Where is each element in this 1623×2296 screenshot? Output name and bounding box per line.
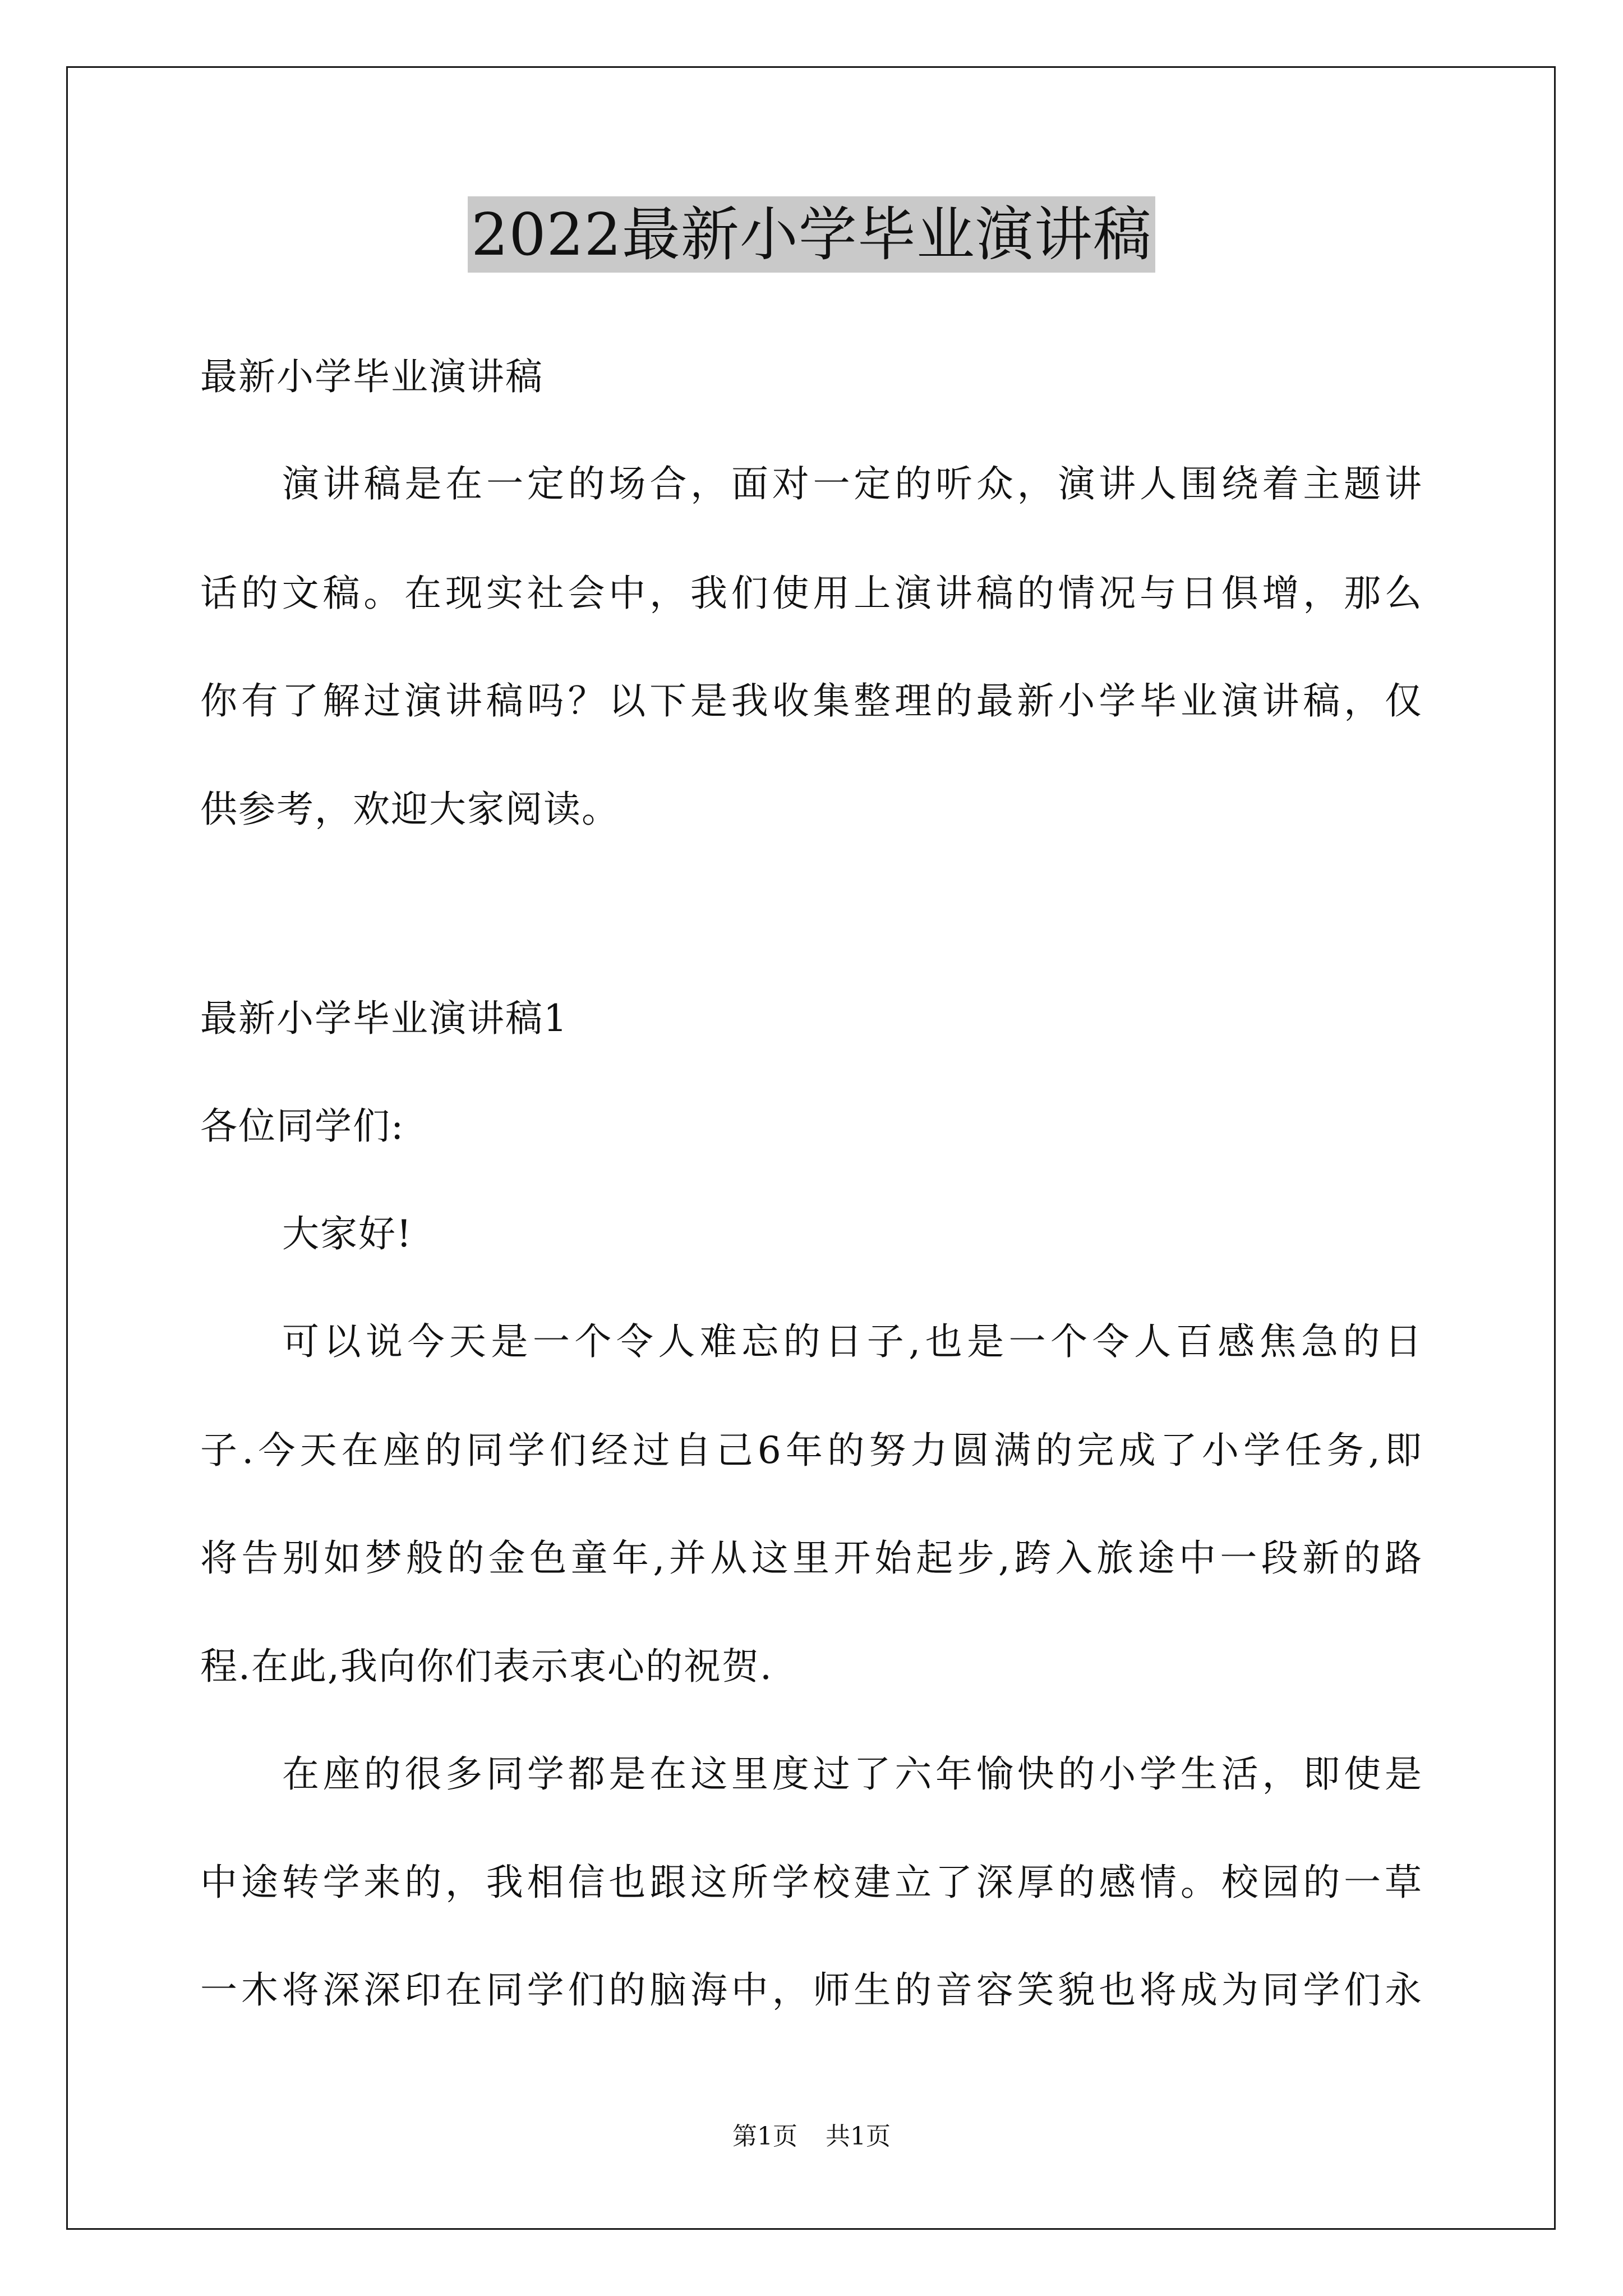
section-heading: 最新小学毕业演讲稿: [200, 355, 543, 398]
paragraph-line: 供参考，欢迎大家阅读。: [200, 788, 620, 831]
paragraph-line: 程.在此,我向你们表示衷心的祝贺.: [200, 1645, 773, 1688]
greeting: 大家好!: [282, 1212, 413, 1255]
page-footer: [0, 2122, 1623, 2152]
page-number: 第1页: [732, 2122, 797, 2151]
paragraph-line: 可以说今天是一个令人难忘的日子,也是一个令人百感焦急的日: [282, 1320, 1423, 1363]
section-heading: 最新小学毕业演讲稿1: [200, 997, 568, 1040]
paragraph-line: 在座的很多同学都是在这里度过了六年愉快的小学生活，即使是: [282, 1752, 1423, 1796]
salutation: 各位同学们:: [200, 1105, 405, 1148]
paragraph-line: 你有了解过演讲稿吗？以下是我收集整理的最新小学毕业演讲稿，仅: [200, 679, 1423, 723]
paragraph-line: 话的文稿。在现实社会中，我们使用上演讲稿的情况与日俱增，那么: [200, 572, 1423, 615]
document-title: 2022最新小学毕业演讲稿: [468, 196, 1155, 273]
paragraph-line: 子.今天在座的同学们经过自己6年的努力圆满的完成了小学任务,即: [200, 1429, 1423, 1472]
paragraph-line: 一木将深深印在同学们的脑海中，师生的音容笑貌也将成为同学们永: [200, 1968, 1423, 2012]
paragraph-line: 演讲稿是在一定的场合，面对一定的听众，演讲人围绕着主题讲: [282, 462, 1423, 505]
paragraph-line: 中途转学来的，我相信也跟这所学校建立了深厚的感情。校园的一草: [200, 1861, 1423, 1904]
title-container: [0, 196, 1623, 273]
paragraph-line: 将告别如梦般的金色童年,并从这里开始起步,跨入旅途中一段新的路: [200, 1536, 1423, 1580]
page-total: 共1页: [826, 2122, 891, 2151]
